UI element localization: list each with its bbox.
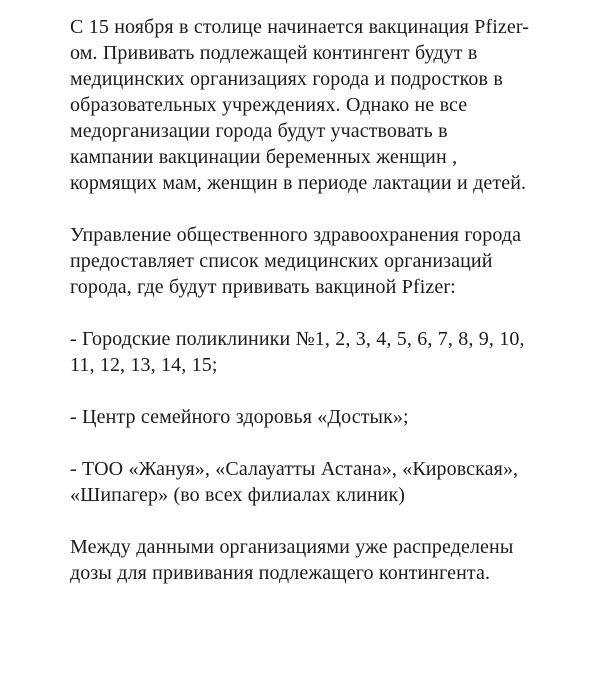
list-item-too-clinics: - ТОО «Жануя», «Салауатты Астана», «Кировская», «Шипагер» (во всех филиалах клиник) [70,458,519,506]
list-item-city-polyclinics: - Городские поликлиники №1, 2, 3, 4, 5, 6, 7, 8, 9, 10, 11, 12, 13, 14, 15; [70,328,525,376]
article-body [70,14,536,586]
list-item-family-health-center: - Центр семейного здоровья «Достык»; [70,406,409,428]
paragraph-authority: Управление общественного здравоохранения города предоставляет список медицинских организаций города, где будут прививать вакциной Pfizer: [70,224,522,298]
paragraph-conclusion: Между данными организациями уже распределены дозы для прививания подлежащего контингента. [70,536,514,584]
paragraph-intro: С 15 ноября в столице начинается вакцинация Pfizer-ом. Прививать подлежащей контингент будут в медицинских организациях города и подростков в образовательных учреждениях. Однако не все медорганизации города будут участвовать в кампании вакцинации беременных женщин , кормящих мам, женщин в периоде лактации и детей. [70,16,529,194]
